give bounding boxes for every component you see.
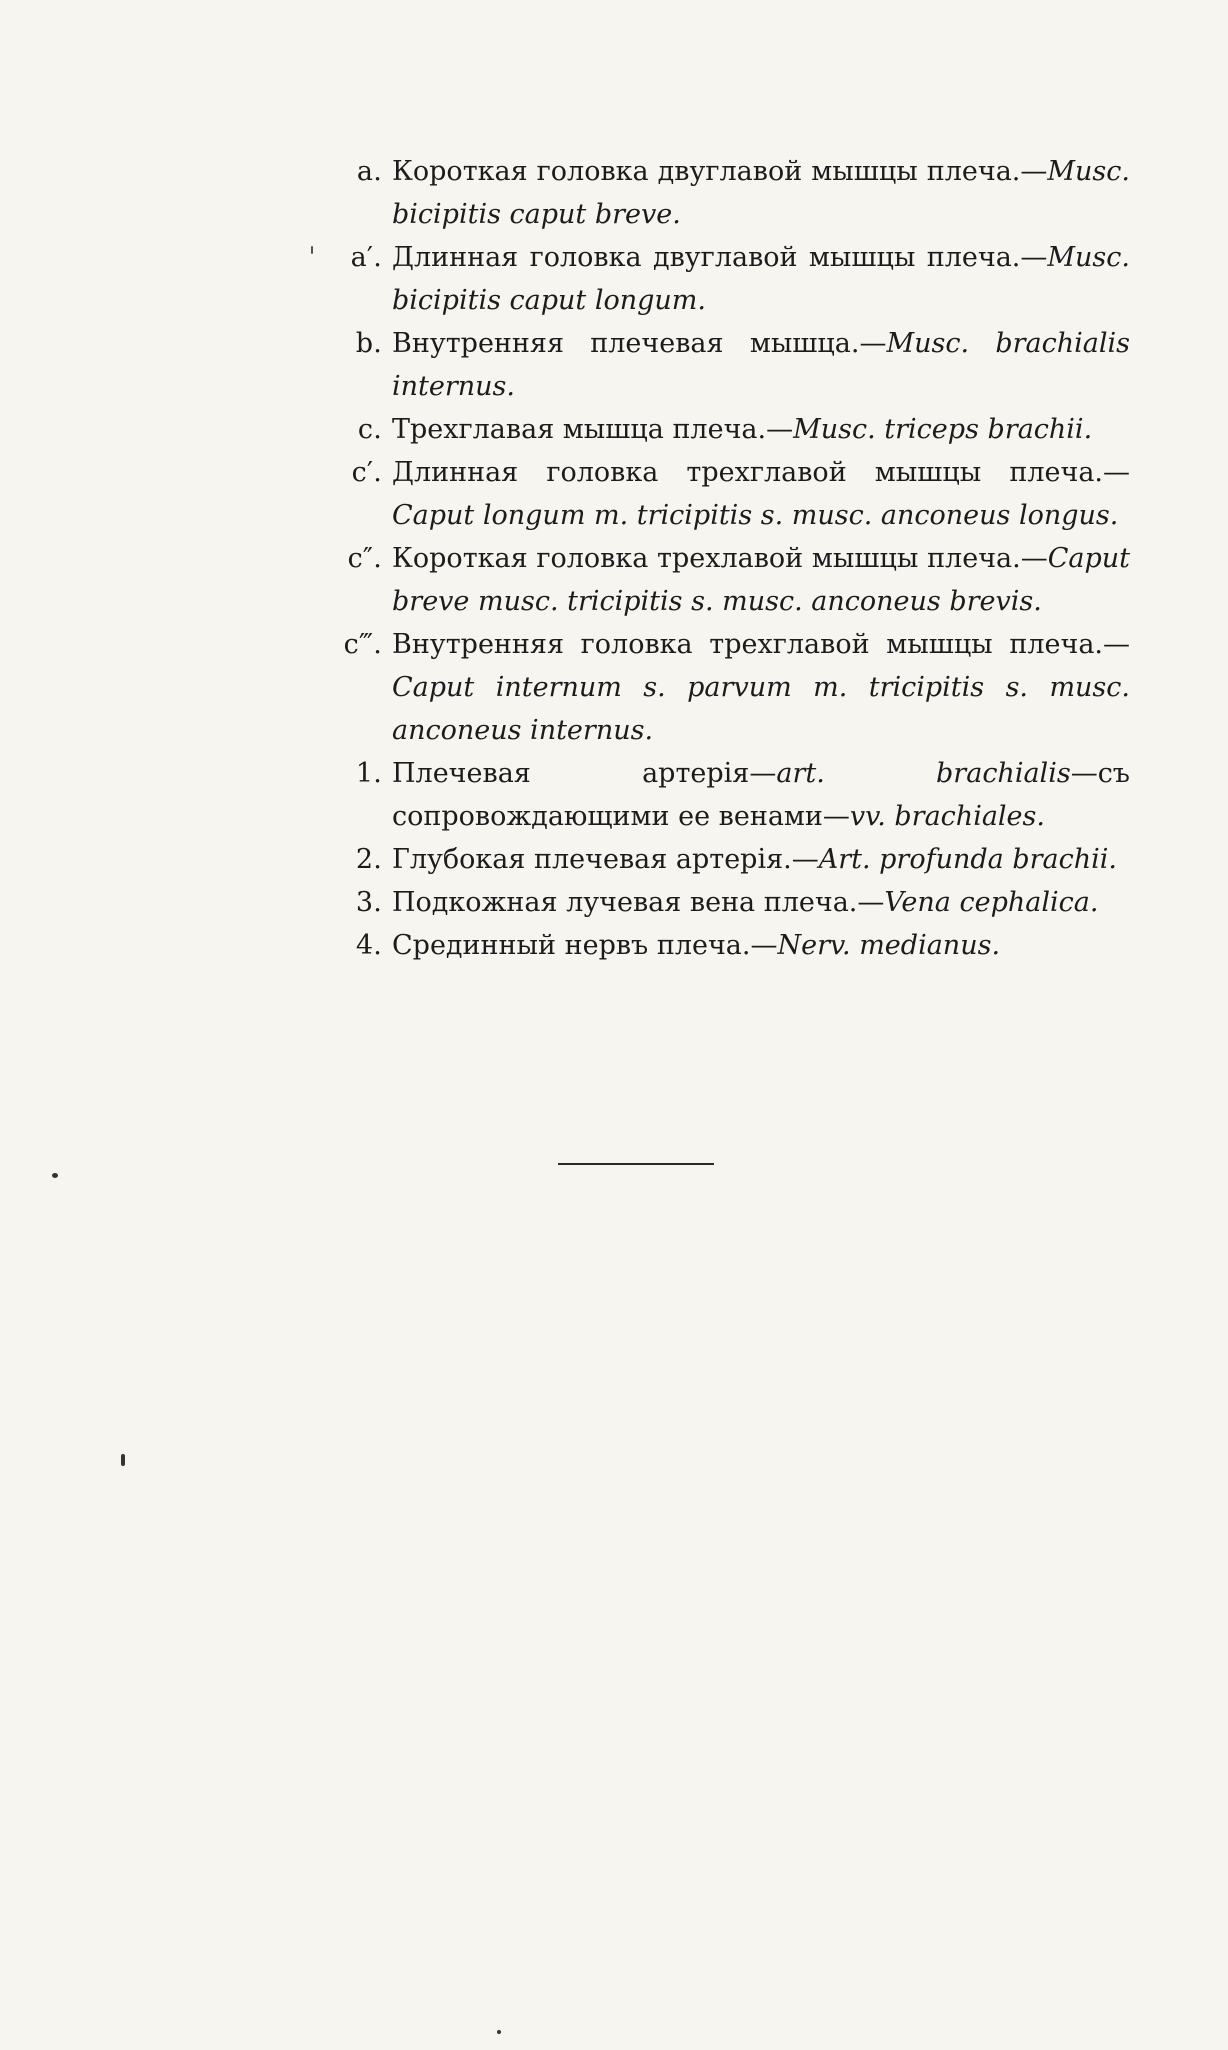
paper-speck <box>52 1173 58 1178</box>
legend-marker: c‴. <box>343 629 382 660</box>
legend-entry-a <box>330 150 1130 236</box>
legend-latin-term: Musc. bicipitis caput breve. <box>392 156 1130 230</box>
legend-russian-text: —съ сопровождающими ее венами— <box>392 758 1130 832</box>
legend-latin-term: Nerv. medianus. <box>777 930 1001 961</box>
legend-latin-term: Caput internum s. parvum m. tricipitis s. musc. anconeus internus. <box>392 672 1130 746</box>
legend-text <box>392 537 1130 623</box>
legend-latin-term: art. brachialis <box>776 758 1071 789</box>
legend-latin-term: Caput breve musc. tricipitis s. musc. anconeus brevis. <box>392 543 1130 617</box>
legend-text <box>392 150 1130 236</box>
legend-entry-c <box>330 408 1130 451</box>
legend-latin-term: Art. profunda brachii. <box>818 844 1117 875</box>
legend-latin-term: Caput longum m. tricipitis s. musc. anconeus longus. <box>392 500 1119 531</box>
section-divider-rule <box>558 1163 714 1165</box>
legend-entry-3 <box>330 881 1130 924</box>
legend-text <box>392 623 1130 752</box>
figure-legend <box>330 150 1130 967</box>
legend-text <box>392 838 1130 881</box>
legend-text <box>392 322 1130 408</box>
legend-text <box>392 881 1130 924</box>
legend-latin-term: Vena cephalica. <box>884 887 1099 918</box>
legend-marker: 2. <box>355 844 382 875</box>
legend-russian-text: Плечевая артерія— <box>392 758 777 789</box>
legend-russian-text: Короткая головка трехлавой мышцы плеча.— <box>392 543 1048 574</box>
legend-latin-term: Musc. bicipitis caput longum. <box>392 242 1130 316</box>
legend-marker: 3. <box>355 887 382 918</box>
legend-entry-c-triple-prime <box>330 623 1130 752</box>
legend-marker: a′. <box>350 242 382 273</box>
legend-russian-text: Длинная головка трехглавой мышцы плеча.— <box>392 457 1130 488</box>
legend-marker: c′. <box>351 457 382 488</box>
paper-speck <box>121 1454 125 1466</box>
legend-latin-term: vv. brachiales. <box>849 801 1045 832</box>
legend-text <box>392 752 1130 838</box>
paper-speck <box>497 2030 501 2034</box>
legend-latin-term: Musc. brachialis internus. <box>392 328 1130 402</box>
legend-russian-text: Подкожная лучевая вена плеча.— <box>392 887 885 918</box>
legend-entry-b <box>330 322 1130 408</box>
paper-speck <box>311 246 313 254</box>
legend-entry-c-double-prime <box>330 537 1130 623</box>
legend-entry-2 <box>330 838 1130 881</box>
legend-text <box>392 408 1130 451</box>
legend-marker: 4. <box>355 930 382 961</box>
legend-latin-term: Musc. triceps brachii. <box>793 414 1093 445</box>
legend-marker: 1. <box>355 758 382 789</box>
legend-russian-text: Внутренняя головка трехглавой мышцы плеча.— <box>392 629 1130 660</box>
legend-russian-text: Длинная головка двуглавой мышцы плеча.— <box>392 242 1048 273</box>
legend-text <box>392 236 1130 322</box>
legend-russian-text: Срединный нервъ плеча.— <box>392 930 778 961</box>
legend-entry-4 <box>330 924 1130 967</box>
legend-russian-text: Глубокая плечевая артерія.— <box>392 844 819 875</box>
legend-marker: b. <box>355 328 382 359</box>
legend-marker: c. <box>357 414 382 445</box>
legend-text <box>392 451 1130 537</box>
legend-marker: a. <box>356 156 382 187</box>
legend-marker: c″. <box>347 543 382 574</box>
legend-entry-1 <box>330 752 1130 838</box>
legend-entry-a-prime <box>330 236 1130 322</box>
legend-entry-c-prime <box>330 451 1130 537</box>
legend-russian-text: Внутренняя плечевая мышца.— <box>392 328 887 359</box>
legend-russian-text: Трехглавая мышца плеча.— <box>392 414 794 445</box>
legend-russian-text: Короткая головка двуглавой мышцы плеча.— <box>392 156 1048 187</box>
legend-text <box>392 924 1130 967</box>
